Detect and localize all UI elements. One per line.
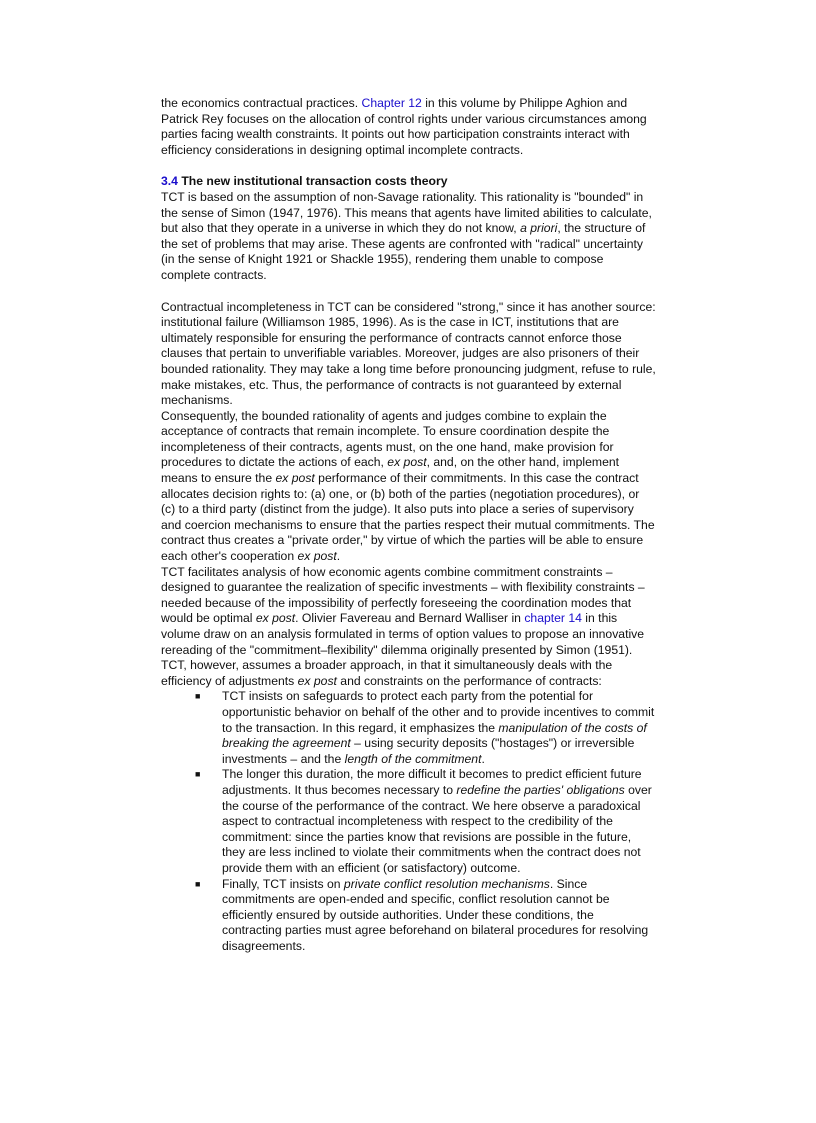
intro-paragraph	[161, 96, 656, 158]
emphasis-text: ex post	[275, 471, 315, 486]
section-number: 3.4	[161, 174, 178, 189]
list-item	[195, 767, 656, 876]
chapter-14-link[interactable]: chapter 14	[524, 611, 582, 626]
paragraph-text: Contractual incompleteness in TCT can be considered "strong," since it has another source: institutional failure (Williamson 1985, 1996). As is the case in ICT, institutions that are ultimately responsible for ensuring the performance of contracts cannot enforce those clauses that pertain to unverifiable variables. Moreover, judges are also prisoners of their bounded rationality. They may take a long time before pronouncing judgment, refuse to rule, make mistakes, etc. Thus, the performance of contracts is not guaranteed by external mechanisms.	[161, 299, 656, 408]
paragraph-tct-analysis	[161, 565, 656, 690]
emphasis-text: ex post	[297, 549, 337, 564]
paragraph-incompleteness	[161, 300, 656, 409]
emphasis-text: a priori	[520, 221, 558, 236]
document-page	[161, 96, 656, 954]
paragraph-text: Consequently, the bounded rationality of agents and judges combine to explain the acceptance of contracts that remain incomplete. To ensure coordination despite the incompleteness of their contracts, agents must, on the one hand, make provision for procedures to dictate the actions of each,	[161, 408, 614, 470]
list-item-text: The longer this duration, the more difficult it becomes to predict efficient future adjustments. It thus becomes necessary to	[222, 767, 642, 797]
paragraph-rationality	[161, 190, 656, 284]
emphasis-text: ex post	[297, 673, 337, 688]
list-item-text: TCT insists on safeguards to protect each party from the potential for opportunistic behavior on behalf of the other and to provide incentives to commit to the transaction. In this regard, it emphasizes the	[222, 689, 655, 735]
emphasis-text: private conflict resolution mechanisms	[343, 876, 550, 891]
emphasis-text: ex post	[255, 611, 296, 626]
paragraph-text: performance of their commitments. In this case the contract allocates decision rights to: (a) one, or (b) both of the parties (negotiation procedures), or (c) to a third party (distinct from the judge). It also puts into place a series of supervisory and coercion mechanisms to ensure that the parties respect their mutual commitments. The contract thus creates a "private order," by virtue of which the parties will be able to ensure each other's cooperation	[161, 471, 655, 564]
bullet-icon: ■	[195, 691, 201, 702]
paragraph-text: TCT facilitates analysis of how economic agents combine commitment constraints – designed to guarantee the realization of specific investments – with flexibility constraints – needed because of the impossibility of perfectly foreseeing the coordination modes that would be optimal	[161, 564, 645, 626]
section-title: The new institutional transaction costs theory	[177, 174, 448, 189]
bullet-icon: ■	[195, 769, 201, 780]
bullet-icon: ■	[195, 878, 201, 889]
paragraph-text: .	[336, 549, 341, 564]
emphasis-text: length of the commitment	[344, 751, 482, 766]
chapter-12-link[interactable]: Chapter 12	[361, 96, 422, 110]
bullet-list	[161, 689, 656, 954]
emphasis-text: redefine the parties' obligations	[456, 782, 625, 797]
list-item-text: . Since commitments are open-ended and specific, conflict resolution cannot be efficiently ensured by outside authorities. Under these conditions, the contracting parties must agree beforehand on bilateral procedures for resolving disagreements.	[222, 876, 649, 953]
intro-text: the economics contractual practices.	[161, 96, 362, 110]
list-item	[195, 689, 656, 767]
paragraph-text: , the structure of the set of problems that may arise. These agents are confronted with "radical" uncertainty (in the sense of Knight 1921 or Shackle 1955), rendering them unable to compose complete contracts.	[161, 221, 646, 282]
list-item-text: Finally, TCT insists on	[222, 876, 344, 891]
section-heading	[161, 174, 656, 190]
paragraph-text: and constraints on the performance of contracts:	[336, 673, 602, 688]
intro-text-cont: in this volume by Philippe Aghion and Patrick Rey focuses on the allocation of control rights under various circumstances among parties facing wealth constraints. It points out how participation constraints interact with efficiency considerations in designing optimal incomplete contracts.	[161, 96, 647, 157]
list-item-text: .	[481, 751, 485, 766]
paragraph-text: TCT is based on the assumption of non-Savage rationality. This rationality is "bounded" in the sense of Simon (1947, 1976). This means that agents have limited abilities to calculate, but also that they operate in a universe in which they do not know,	[161, 189, 652, 236]
paragraph-text: in this volume draw on an analysis formulated in terms of option values to propose an innovative rereading of the "commitment–flexibility" dilemma originally presented by Simon (1951). TCT, however, assumes a broader approach, in that it simultaneously deals with the efficiency of adjustments	[161, 611, 645, 688]
list-item-text: over the course of the performance of the contract. We here observe a paradoxical aspect to contractual incompleteness with respect to the credibility of the commitment: since the parties know that revisions are possible in the future, they are less inclined to violate their commitments when the contract does not provide them with an efficient (or satisfactory) outcome.	[222, 782, 652, 875]
emphasis-text: ex post	[387, 455, 427, 470]
paragraph-consequently	[161, 409, 656, 565]
paragraph-text: , and, on the other hand, implement means to ensure the	[161, 455, 620, 486]
paragraph-text: . Olivier Favereau and Bernard Walliser in	[295, 611, 525, 626]
list-item-text: – using security deposits ("hostages") or irreversible investments – and the	[222, 736, 635, 766]
list-item	[195, 876, 656, 955]
emphasis-text: manipulation of the costs of breaking the agreement	[222, 720, 647, 751]
